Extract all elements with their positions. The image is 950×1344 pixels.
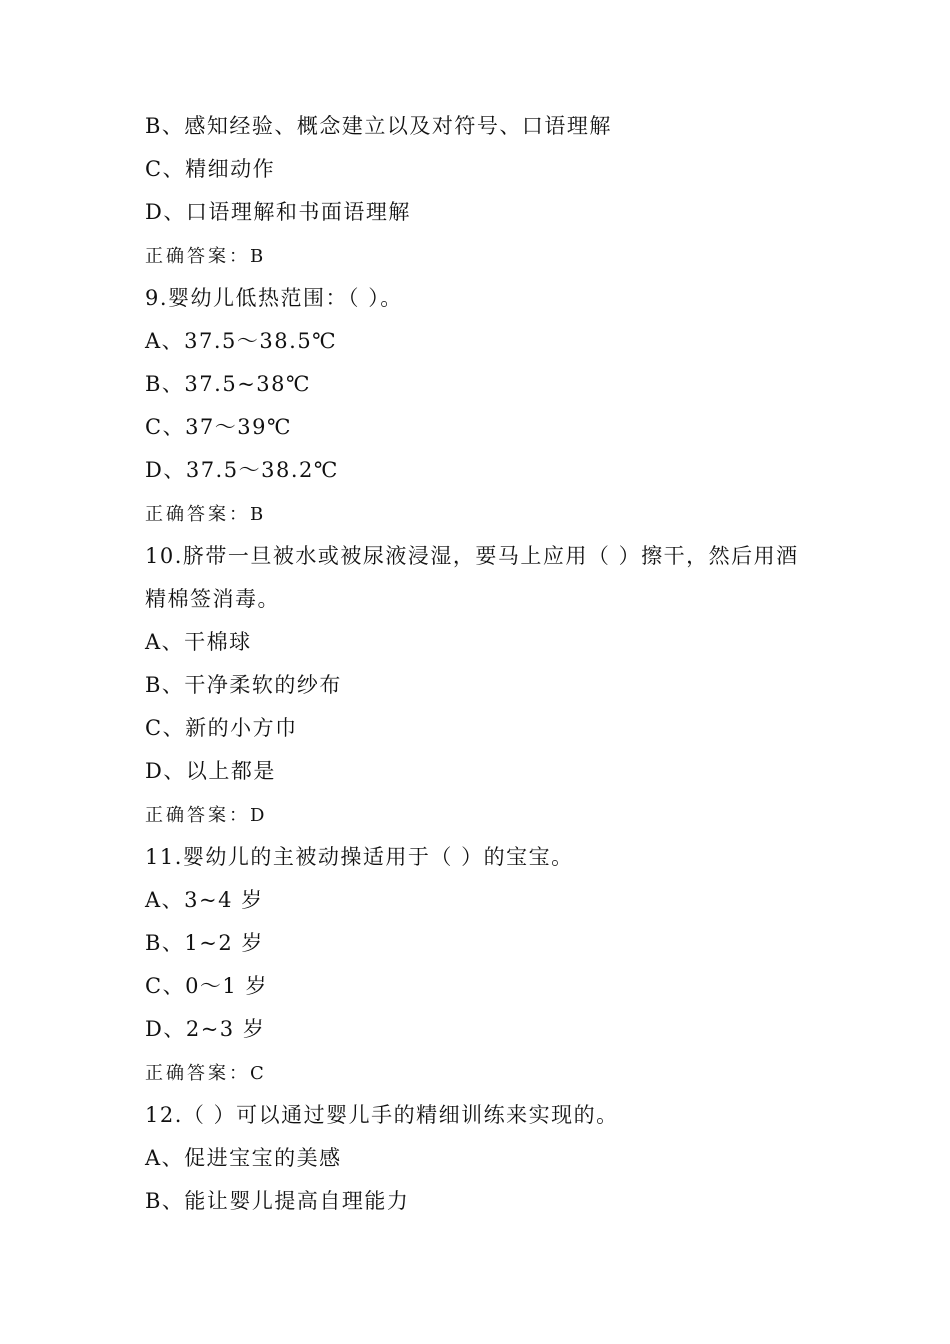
option-line: C、0～1 岁: [145, 974, 268, 998]
option-line: D、口语理解和书面语理解: [145, 200, 411, 224]
answer-line: 正确答案：B: [145, 246, 267, 267]
question-line: 12.（ ）可以通过婴儿手的精细训练来实现的。: [145, 1103, 619, 1127]
option-line: A、37.5～38.5℃: [145, 329, 338, 353]
answer-line: 正确答案：D: [145, 805, 268, 826]
option-line: B、干净柔软的纱布: [145, 673, 342, 697]
option-line: A、干棉球: [145, 630, 252, 654]
option-line: B、感知经验、概念建立以及对符号、口语理解: [145, 114, 612, 138]
option-line: D、37.5～38.2℃: [145, 458, 339, 482]
option-line: D、2~3 岁: [145, 1017, 266, 1041]
option-line: D、以上都是: [145, 759, 276, 783]
option-line: C、新的小方巾: [145, 716, 298, 740]
option-line: B、1~2 岁: [145, 931, 264, 955]
answer-line: 正确答案：B: [145, 504, 267, 525]
answer-line: 正确答案：C: [145, 1063, 267, 1084]
question-line: 10.脐带一旦被水或被尿液浸湿，要马上应用（ ）擦干，然后用酒: [145, 544, 799, 568]
option-line: C、精细动作: [145, 157, 276, 181]
option-line: A、3~4 岁: [145, 888, 264, 912]
question-line: 11.婴幼儿的主被动操适用于（ ）的宝宝。: [145, 845, 574, 869]
option-line: B、37.5~38℃: [145, 372, 311, 396]
option-line: C、37～39℃: [145, 415, 293, 439]
option-line: B、能让婴儿提高自理能力: [145, 1189, 410, 1213]
question-line: 9.婴幼儿低热范围：（ ）。: [145, 286, 403, 310]
question-line: 精棉签消毒。: [145, 587, 280, 611]
option-line: A、促进宝宝的美感: [145, 1146, 342, 1170]
